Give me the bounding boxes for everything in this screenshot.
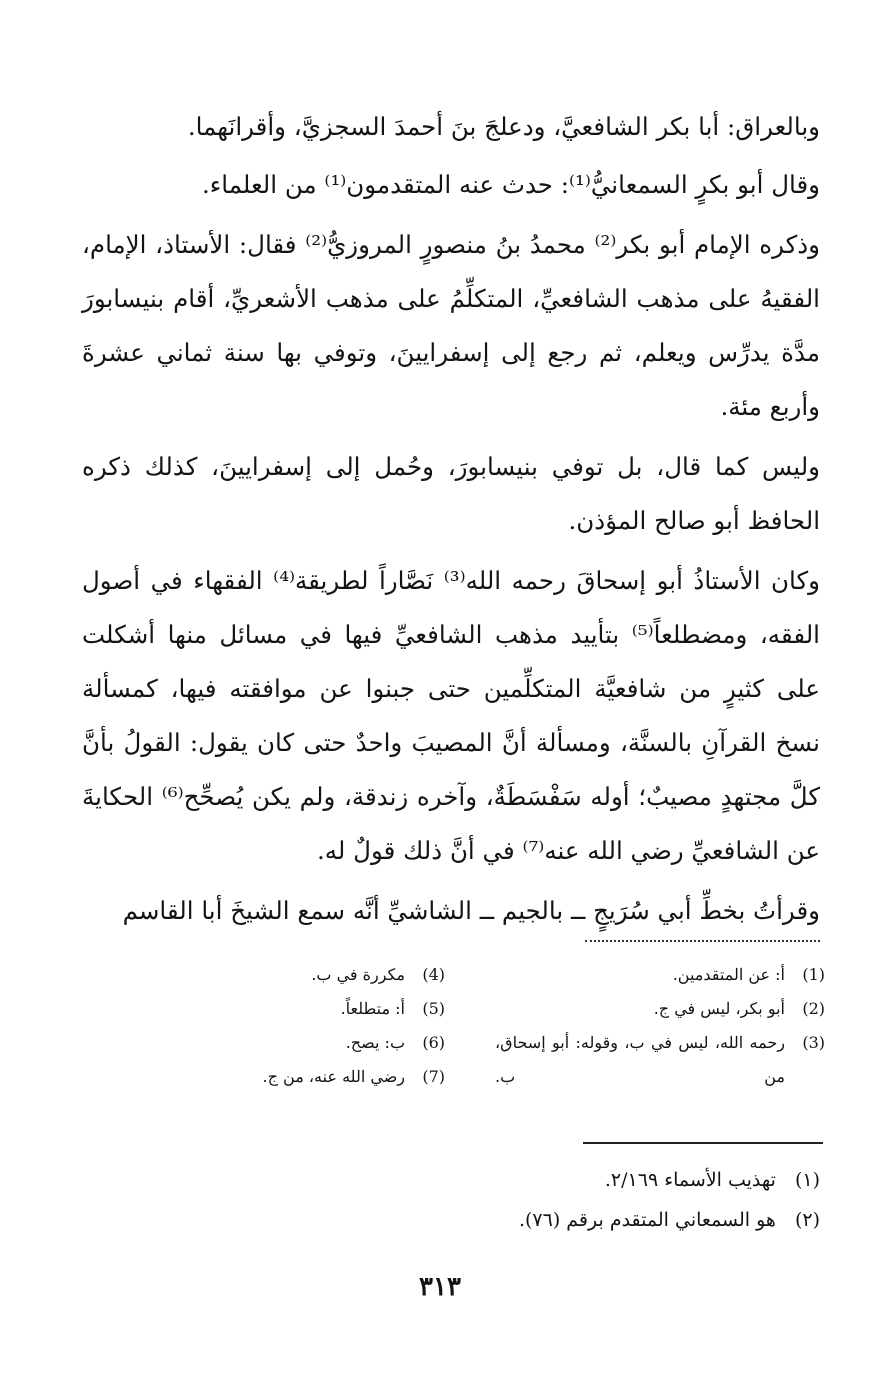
paragraph-correction: وليس كما قال، بل توفي بنيسابورَ، وحُمل إلى إسفرايينَ، كذلك ذكره الحافظ أبو صالح المؤذن. xyxy=(82,452,820,535)
variant-text: أ: متطلعاً. xyxy=(340,999,405,1018)
variant-note xyxy=(485,958,825,992)
variant-text: أ: عن المتقدمين. xyxy=(672,965,785,984)
paragraph-marwazi: وذكره الإمام أبو بكر⁽²⁾ محمدُ بنُ منصورٍ المروزيُّ⁽²⁾ فقال: الأستاذ، الإمام، الفقيهُ على مذهب الشافعيِّ، المتكلِّمُ على مذهب الأشعريِّ، أقام بنيسابورَ مدَّة يدرِّس ويعلم، ثم رجع إلى إسفرايينَ، وتوفي بها سنة ثماني عشرةَ وأربع مئة. xyxy=(82,230,821,421)
variant-text: أبو بكر، ليس في ج. xyxy=(653,999,785,1018)
variant-text: مكررة في ب. xyxy=(311,965,405,984)
variants-column-left xyxy=(220,958,445,1094)
main-text-block xyxy=(82,100,820,944)
variant-note xyxy=(485,1026,825,1094)
footnotes xyxy=(400,1160,820,1240)
variant-text: ب: يصح. xyxy=(345,1033,405,1052)
paragraph-abu-surayj: وقرأتُ بخطِّ أبي سُرَيجٍ ــ بالجيم ــ الشاشيِّ أنَّه سمع الشيخَ أبا القاسم xyxy=(122,896,820,925)
variant-number: (6) xyxy=(422,1033,445,1052)
footnote xyxy=(400,1200,820,1240)
variants-column-right xyxy=(485,958,825,1094)
variant-number: (3) xyxy=(802,1033,825,1052)
variant-note xyxy=(220,1060,445,1094)
footnote-number: (٢) xyxy=(794,1209,820,1231)
variant-note xyxy=(220,992,445,1026)
footnote-text: هو السمعاني المتقدم برقم (٧٦). xyxy=(518,1209,776,1231)
footnotes-divider xyxy=(583,1142,823,1144)
variant-number: (5) xyxy=(422,999,445,1018)
paragraph-iraq: وبالعراق: أبا بكر الشافعيَّ، ودعلجَ بنَ أحمدَ السجزيَّ، وأقرانَهما. xyxy=(187,112,820,141)
variant-number: (7) xyxy=(422,1067,445,1086)
variant-number: (2) xyxy=(802,999,825,1018)
variant-note xyxy=(220,958,445,992)
page-number: ٣١٣ xyxy=(419,1272,461,1302)
paragraph-abu-ishaq: وكان الأستاذُ أبو إسحاقَ رحمه الله⁽³⁾ نَصَّاراً لطريقة⁽⁴⁾ الفقهاء في أصول الفقه، ومضطلعاً⁽⁵⁾ بتأييد مذهب الشافعيِّ فيها في مسائل منها أشكلت على كثيرٍ من شافعيَّة المتكلِّمين حتى جبنوا عن موافقته فيها، كمسألة نسخ القرآنِ بالسنَّة، ومسألة أنَّ المصيبَ واحدٌ حتى كان يقول: القولُ بأنَّ كلَّ مجتهدٍ مصيبٌ؛ أوله سَفْسَطَةٌ، وآخره زندقة، ولم يكن يُصحِّح⁽⁶⁾ الحكايةَ عن الشافعيِّ رضي الله عنه⁽⁷⁾ في أنَّ ذلك قولٌ له. xyxy=(82,566,821,865)
variant-text: رحمه الله، ليس في ب، وقوله: أبو إسحاق، من ب. xyxy=(495,1033,785,1086)
footnote xyxy=(400,1160,820,1200)
footnote-text: تهذيب الأسماء ٢/١٦٩. xyxy=(604,1169,776,1191)
variant-text: رضي الله عنه، من ج. xyxy=(262,1067,405,1086)
variant-number: (4) xyxy=(422,965,445,984)
paragraph-samani: وقال أبو بكرٍ السمعانيُّ⁽¹⁾: حدث عنه المتقدمون⁽¹⁾ من العلماء. xyxy=(201,170,820,199)
variant-note xyxy=(485,992,825,1026)
manuscript-variants xyxy=(220,958,825,1098)
variant-number: (1) xyxy=(802,965,825,984)
footnote-number: (١) xyxy=(794,1169,820,1191)
variants-divider xyxy=(585,940,820,942)
variant-note xyxy=(220,1026,445,1060)
